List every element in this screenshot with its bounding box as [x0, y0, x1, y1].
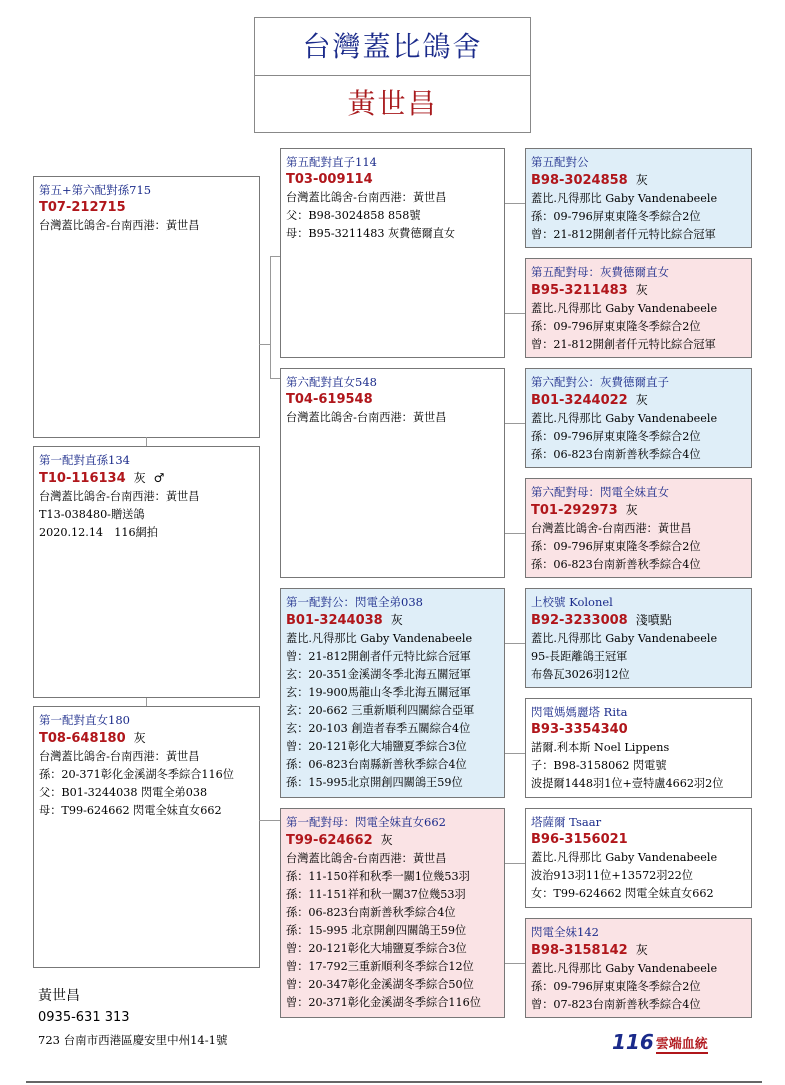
- connector-line: [505, 423, 525, 424]
- connector-line: [270, 256, 280, 257]
- bird-info-line: 蓋比.凡得那比 Gaby Vandenabeele: [531, 192, 718, 205]
- ring-number: T08-648180: [39, 731, 126, 746]
- bird-color: 灰: [635, 393, 648, 407]
- ring-number-row: [531, 721, 747, 739]
- ring-number-row: [531, 831, 747, 849]
- bird-color: 灰: [635, 943, 648, 957]
- pedigree-box-g3a: [525, 148, 752, 248]
- bird-color: 灰: [635, 173, 648, 187]
- ring-number-row: [286, 611, 500, 630]
- bird-info-line: 孫：09-796屏東東隆冬季綜合2位: [531, 540, 701, 553]
- ring-number: T07-212715: [39, 200, 126, 215]
- bird-info-line: 孫：11-151祥和秋一關37位幾53羽: [286, 888, 466, 901]
- pedigree-box-g3h: [525, 918, 752, 1018]
- bird-title: 第六配對母：閃電全妹直女: [531, 485, 669, 499]
- bird-title: 第一配對公：閃電全弟038: [286, 595, 423, 609]
- bird-info-line: 曾：20-121彰化大埔鹽夏季綜合3位: [286, 740, 467, 753]
- footer-phone: 0935-631 313: [38, 1010, 130, 1025]
- ring-number-row: [286, 171, 500, 189]
- bird-info-line: 台灣蓋比鴿舍-台南西港：黃世昌: [39, 490, 200, 503]
- ring-number-row: [286, 391, 500, 409]
- bird-info-line: 孫：09-796屏東東隆冬季綜合2位: [531, 980, 701, 993]
- footer-name: 黃世昌: [38, 988, 80, 1004]
- bird-info-line: 曾：17-792三重新順利冬季綜合12位: [286, 960, 474, 973]
- ring-number-row: [286, 831, 500, 850]
- pedigree-box-g1b: [33, 446, 260, 698]
- ring-number: B98-3158142: [531, 943, 628, 958]
- bird-title: 第五配對直子114: [286, 155, 377, 169]
- bird-info-line: 父：B98-3024858 858號: [286, 209, 421, 222]
- bird-color: 灰: [635, 283, 648, 297]
- bird-info-line: 子：B98-3158062 閃電號: [531, 759, 667, 772]
- ring-number: B98-3024858: [531, 173, 628, 188]
- bird-title: 第六配對直女548: [286, 375, 377, 389]
- connector-line: [270, 378, 280, 379]
- bird-info-line: 波治913羽11位+13572羽22位: [531, 869, 693, 882]
- connector-line: [505, 643, 525, 644]
- bird-info-line: 曾：20-371彰化金溪湖冬季綜合116位: [286, 996, 481, 1009]
- bird-info-line: 孫：06-823台南新善秋季綜合4位: [286, 906, 456, 919]
- ring-number-row: [531, 281, 747, 300]
- bird-info-line: 孫：09-796屏東東隆冬季綜合2位: [531, 430, 701, 443]
- bird-info-line: 父：B01-3244038 閃電全弟038: [39, 786, 208, 799]
- bird-info-line: 蓋比.凡得那比 Gaby Vandenabeele: [531, 962, 718, 975]
- bird-info-line: 玄：20-662 三重新順利四關綜合亞軍: [286, 704, 475, 717]
- connector-line: [270, 256, 271, 378]
- pedigree-box-g3f: [525, 698, 752, 798]
- bird-info-line: 蓋比.凡得那比 Gaby Vandenabeele: [531, 851, 718, 864]
- bird-title: 第五+第六配對孫715: [39, 183, 152, 197]
- bird-title: 塔薩爾 Tsaar: [531, 815, 602, 829]
- bird-info-line: 波提爾1448羽1位+壹特盧4662羽2位: [531, 777, 724, 790]
- bird-info-line: 女：T99-624662 閃電全妹直女662: [531, 887, 714, 900]
- connector-line: [505, 753, 525, 754]
- bird-info-line: 2020.12.14 116網拍: [39, 526, 158, 539]
- ring-number: B93-3354340: [531, 722, 628, 737]
- bird-info-line: 曾：21-812開創者仟元特比綜合冠軍: [531, 228, 716, 241]
- footer-address: 723 台南市西港區慶安里中州14-1號: [38, 1033, 228, 1047]
- bird-info-line: 台灣蓋比鴿舍-台南西港：黃世昌: [286, 191, 447, 204]
- bird-info-line: 曾：21-812開創者仟元特比綜合冠軍: [286, 650, 471, 663]
- bird-title: 第五配對母：灰費德爾直女: [531, 265, 669, 279]
- connector-line: [259, 820, 280, 821]
- connector-line: [259, 344, 270, 345]
- ring-number: B01-3244022: [531, 393, 628, 408]
- connector-line: [146, 437, 147, 446]
- ring-number-row: [39, 469, 255, 488]
- ring-number-row: [39, 199, 255, 217]
- bird-info-line: 蓋比.凡得那比 Gaby Vandenabeele: [531, 632, 718, 645]
- male-sex-icon: ♂: [153, 471, 165, 485]
- logo-116: [612, 1030, 708, 1054]
- bird-info-line: 布魯瓦3026羽12位: [531, 668, 630, 681]
- connector-line: [505, 203, 525, 204]
- bird-info-line: 母：T99-624662 閃電全妹直女662: [39, 804, 222, 817]
- bird-info-line: 曾：07-823台南新善秋季綜合4位: [531, 998, 701, 1011]
- ring-number-row: [531, 171, 747, 190]
- pedigree-box-g3e: [525, 588, 752, 688]
- bird-info-line: 諾爾.利本斯 Noel Lippens: [531, 741, 670, 754]
- bird-info-line: 孫：15-995北京開創四關鴿王59位: [286, 776, 463, 789]
- connector-line: [505, 313, 525, 314]
- ring-number: B95-3211483: [531, 283, 628, 298]
- bird-info-line: 蓋比.凡得那比 Gaby Vandenabeele: [531, 412, 718, 425]
- bird-info-line: 玄：20-351金溪湖冬季北海五關冠軍: [286, 668, 471, 681]
- bird-info-line: 孫：06-823台南新善秋季綜合4位: [531, 448, 701, 461]
- ring-number: B01-3244038: [286, 613, 383, 628]
- bird-color: 淺噴點: [635, 613, 672, 627]
- pedigree-box-g2c: [280, 588, 505, 798]
- bottom-divider: [26, 1081, 762, 1083]
- bird-info-line: 孫：20-371彰化金溪湖冬季綜合116位: [39, 768, 234, 781]
- ring-number: T99-624662: [286, 833, 373, 848]
- pedigree-box-g2d: [280, 808, 505, 1018]
- bird-info-line: 玄：19-900馬龍山冬季北海五關冠軍: [286, 686, 471, 699]
- pedigree-box-g3b: [525, 258, 752, 358]
- bird-title: 第六配對公：灰費德爾直子: [531, 375, 669, 389]
- ring-number-row: [531, 391, 747, 410]
- bird-title: 第一配對直女180: [39, 713, 130, 727]
- bird-info-line: 蓋比.凡得那比 Gaby Vandenabeele: [286, 632, 473, 645]
- bird-title: 閃電全妹142: [531, 925, 599, 939]
- pedigree-box-g3c: [525, 368, 752, 468]
- ring-number-row: [531, 611, 747, 630]
- bird-info-line: 母：B95-3211483 灰費德爾直女: [286, 227, 456, 240]
- bird-info-line: 孫：06-823台南縣新善秋季綜合4位: [286, 758, 467, 771]
- bird-info-line: 孫：06-823台南新善秋季綜合4位: [531, 558, 701, 571]
- bird-title: 第五配對公: [531, 155, 589, 169]
- logo-text: 雲端血統: [656, 1033, 708, 1054]
- ring-number: T04-619548: [286, 392, 373, 407]
- bird-info-line: 台灣蓋比鴿舍-台南西港：黃世昌: [531, 522, 692, 535]
- bird-title: 閃電媽媽麗塔 Rita: [531, 705, 628, 719]
- pedigree-box-g1c: [33, 706, 260, 968]
- bird-info-line: 曾：20-121彰化大埔鹽夏季綜合3位: [286, 942, 467, 955]
- ring-number: B96-3156021: [531, 832, 628, 847]
- ring-number: T10-116134: [39, 471, 126, 486]
- bird-color: 灰: [133, 471, 146, 485]
- ring-number: T01-292973: [531, 503, 618, 518]
- bird-info-line: 台灣蓋比鴿舍-台南西港：黃世昌: [286, 852, 447, 865]
- pedigree-box-g3d: [525, 478, 752, 578]
- bird-info-line: 蓋比.凡得那比 Gaby Vandenabeele: [531, 302, 718, 315]
- bird-color: 灰: [380, 833, 393, 847]
- pedigree-box-g3g: [525, 808, 752, 908]
- bird-info-line: 孫：09-796屏東東隆冬季綜合2位: [531, 320, 701, 333]
- bird-title: 上校號 Kolonel: [531, 595, 613, 609]
- ring-number-row: [531, 501, 747, 520]
- bird-info-line: 曾：21-812開創者仟元特比綜合冠軍: [531, 338, 716, 351]
- bird-info-line: 台灣蓋比鴿舍-台南西港：黃世昌: [39, 219, 200, 232]
- bird-info-line: 95-長距離鴿王冠軍: [531, 650, 628, 663]
- connector-line: [505, 863, 525, 864]
- logo-number: 116: [612, 1030, 654, 1054]
- bird-info-line: T13-038480-贈送鴿: [39, 508, 145, 521]
- bird-color: 灰: [625, 503, 638, 517]
- bird-info-line: 曾：20-347彰化金溪湖冬季綜合50位: [286, 978, 474, 991]
- owner-name: 黃世昌: [347, 87, 438, 120]
- ring-number: T03-009114: [286, 172, 373, 187]
- connector-line: [505, 533, 525, 534]
- bird-title: 第一配對直孫134: [39, 453, 130, 467]
- connector-line: [505, 963, 525, 964]
- loft-title: 台灣蓋比鴿舍: [255, 18, 530, 76]
- bird-color: 灰: [390, 613, 403, 627]
- header-box: [254, 17, 531, 133]
- bird-info-line: 孫：09-796屏東東隆冬季綜合2位: [531, 210, 701, 223]
- ring-number-row: [531, 941, 747, 960]
- ring-number: B92-3233008: [531, 613, 628, 628]
- bird-info-line: 孫：11-150祥和秋季一關1位幾53羽: [286, 870, 470, 883]
- bird-color: 灰: [133, 731, 146, 745]
- bird-info-line: 孫：15-995 北京開創四關鴿王59位: [286, 924, 467, 937]
- bird-info-line: 台灣蓋比鴿舍-台南西港：黃世昌: [39, 750, 200, 763]
- bird-title: 第一配對母：閃電全妹直女662: [286, 815, 446, 829]
- ring-number-row: [39, 729, 255, 748]
- bird-info-line: 台灣蓋比鴿舍-台南西港：黃世昌: [286, 411, 447, 424]
- connector-line: [146, 698, 147, 706]
- bird-info-line: 玄：20-103 創造者春季五關綜合4位: [286, 722, 471, 735]
- pedigree-box-g2b: [280, 368, 505, 578]
- pedigree-box-g2a: [280, 148, 505, 358]
- pedigree-box-g1a: [33, 176, 260, 438]
